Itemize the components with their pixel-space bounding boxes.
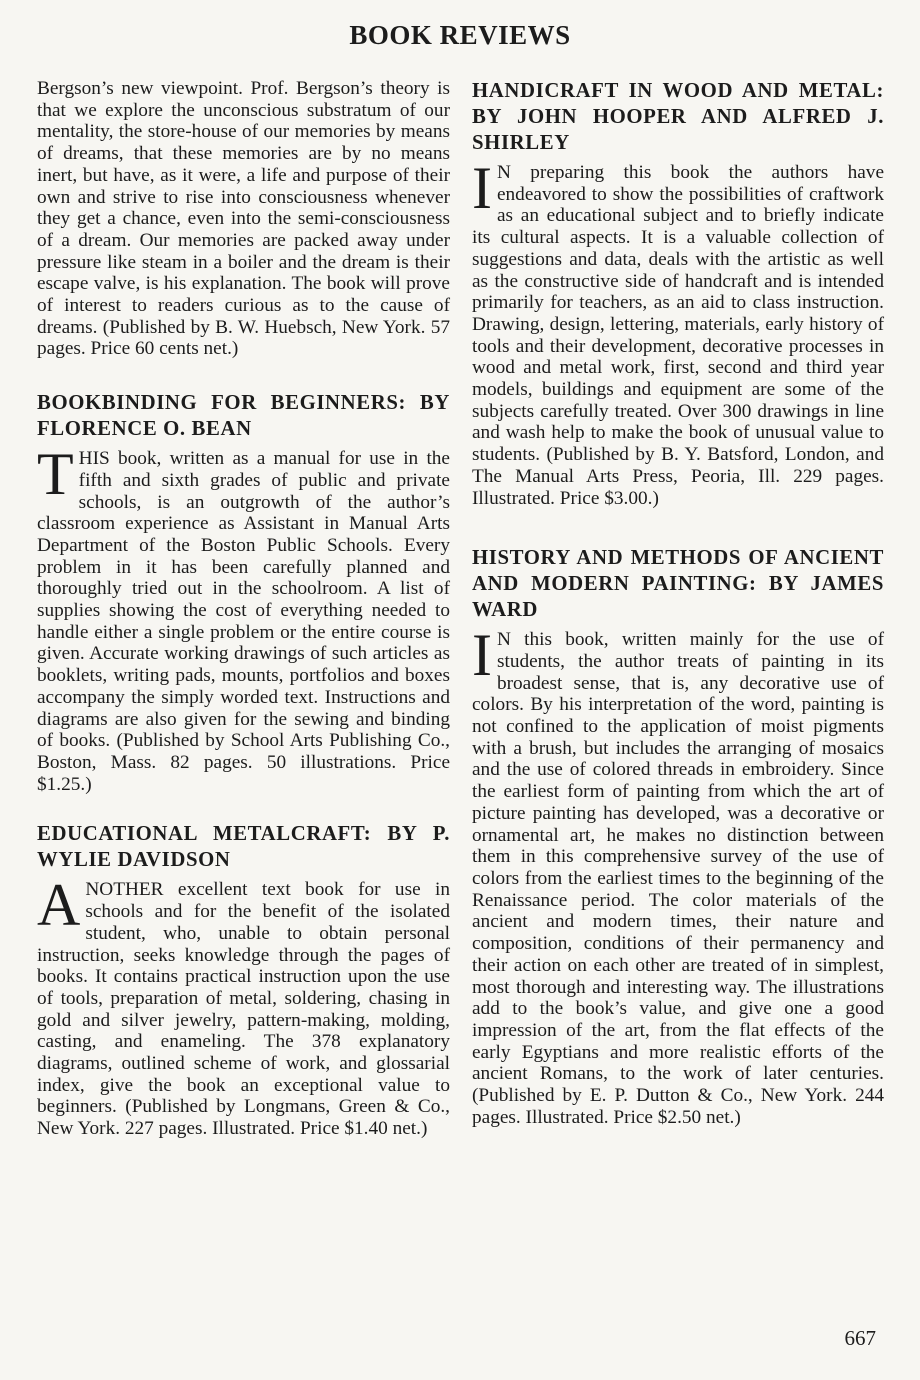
review-painting (472, 545, 884, 1128)
review-metalcraft (37, 821, 450, 1139)
drop-cap: A (37, 872, 81, 939)
review-title: EDUCATIONAL METALCRAFT: BY P. WYLIE DAVIDSON (37, 822, 450, 872)
running-head: BOOK REVIEWS (349, 20, 571, 50)
review-text: NOTHER excellent text book for use in schools and for the benefit of the isolated student, who, unable to obtain personal instruction, seeks knowledge through the pages of books. It contains practical instruction upon the use of tools, preparation of metal, soldering, chasing in gold and silver jewelry, pattern-making, molding, casting, and enameling. The 378 explanatory diagrams, outlined scheme of work, and glossarial index, give the book an exceptional value to beginners. (Published by Longmans, Green & Co., New York. 227 pages. Illustrated. Price $1.40 net.) (37, 879, 450, 1140)
drop-cap: T (37, 441, 74, 508)
review-handicraft (472, 78, 884, 509)
review-body (472, 155, 884, 509)
review-text: N preparing this book the authors have endeavored to show the possibilities of craftwork as an educational subject and to briefly indicate its cultural aspects. It is a valuable collection of suggestions and data, deals with the artistic as well as the constructive side of handcraft and is intended primarily for teachers, as an aid to class instruction. Drawing, design, lettering, materials, early history of tools and their development, decorative processes in wood and metal work, first, second and third year models, buildings and equipment are some of the subjects carefully treated. Over 300 drawings in line and wash help to make the book of unusual value to students. (Published by B. Y. Batsford, London, and The Manual Arts Press, Peoria, Ill. 229 pages. Illustrated. Price $3.00.) (472, 162, 884, 509)
review-bookbinding (37, 390, 450, 795)
right-column (472, 78, 884, 1154)
continued-review-text: Bergson’s new viewpoint. Prof. Bergson’s theory is that we explore the unconscious substratum of our mentality, the store-house of our memories by means of dreams, that these memories are by no means inert, but have, as it were, a life and purpose of their own and strive to rise into consciousness whenever they get a chance, even into the semi-consciousness of a dream. Our memories are packed away under pressure like steam in a boiler and the dream is their escape valve, is his explanation. The book will prove of interest to readers curious as to the cause of dreams. (Published by B. W. Huebsch, New York. 57 pages. Price 60 cents net.) (37, 78, 450, 360)
review-title: HANDICRAFT IN WOOD AND METAL: BY JOHN HOOPER AND ALFRED J. SHIRLEY (472, 79, 884, 154)
drop-cap: I (472, 155, 492, 221)
drop-cap: I (472, 622, 492, 689)
review-text: HIS book, written as a manual for use in the fifth and sixth grades of public and private schools, is an outgrowth of the author’s classroom experience as Assistant in Manual Arts Department of the Boston Public Schools. Every problem in it has been carefully planned and thoroughly tried out in the schoolroom. A list of supplies showing the cost of everything needed to handle either a single problem or the entire course is given. Accurate working drawings of such articles as booklets, writing pads, mounts, portfolios and boxes accompany the simply worded text. Instructions and diagrams are also given for the sewing and binding of books. (Published by School Arts Publishing Co., Boston, Mass. 82 pages. 50 illustrations. Price $1.25.) (37, 448, 450, 795)
review-body (472, 622, 884, 1128)
review-title: HISTORY AND METHODS OF ANCIENT AND MODERN PAINTING: BY JAMES WARD (472, 546, 884, 622)
page-number: 667 (844, 1326, 876, 1350)
review-text: N this book, written mainly for the use of students, the author treats of painting in its broadest sense, that is, any decorative use of colors. By his interpretation of the word, painting is not confined to the application of moist pigments with a brush, but includes the arranging of mosaics and the use of colored threads in embroidery. Since the earliest form of painting from which the art of picture painting has developed, was a decorative or ornamental art, he makes no distinction between them in this comprehensive survey of the use of colors from the earliest times to the beginning of the Renaissance period. The color materials of the ancient and modern times, their nature and composition, conditions of their permanency and their action on each other are treated of in simplest, most thorough and interesting way. The illustrations add to the book’s value, and give one a good impression of the art, from the flat effects of the early Egyptians and more realistic efforts of the ancient Romans, to the work of later centuries. (Published by E. P. Dutton & Co., New York. 244 pages. Illustrated. Price $2.50 net.) (472, 629, 884, 1128)
review-title: BOOKBINDING FOR BEGINNERS: BY FLORENCE O. BEAN (37, 391, 450, 441)
left-column (37, 78, 450, 1166)
review-body (37, 872, 450, 1140)
review-body (37, 441, 450, 795)
